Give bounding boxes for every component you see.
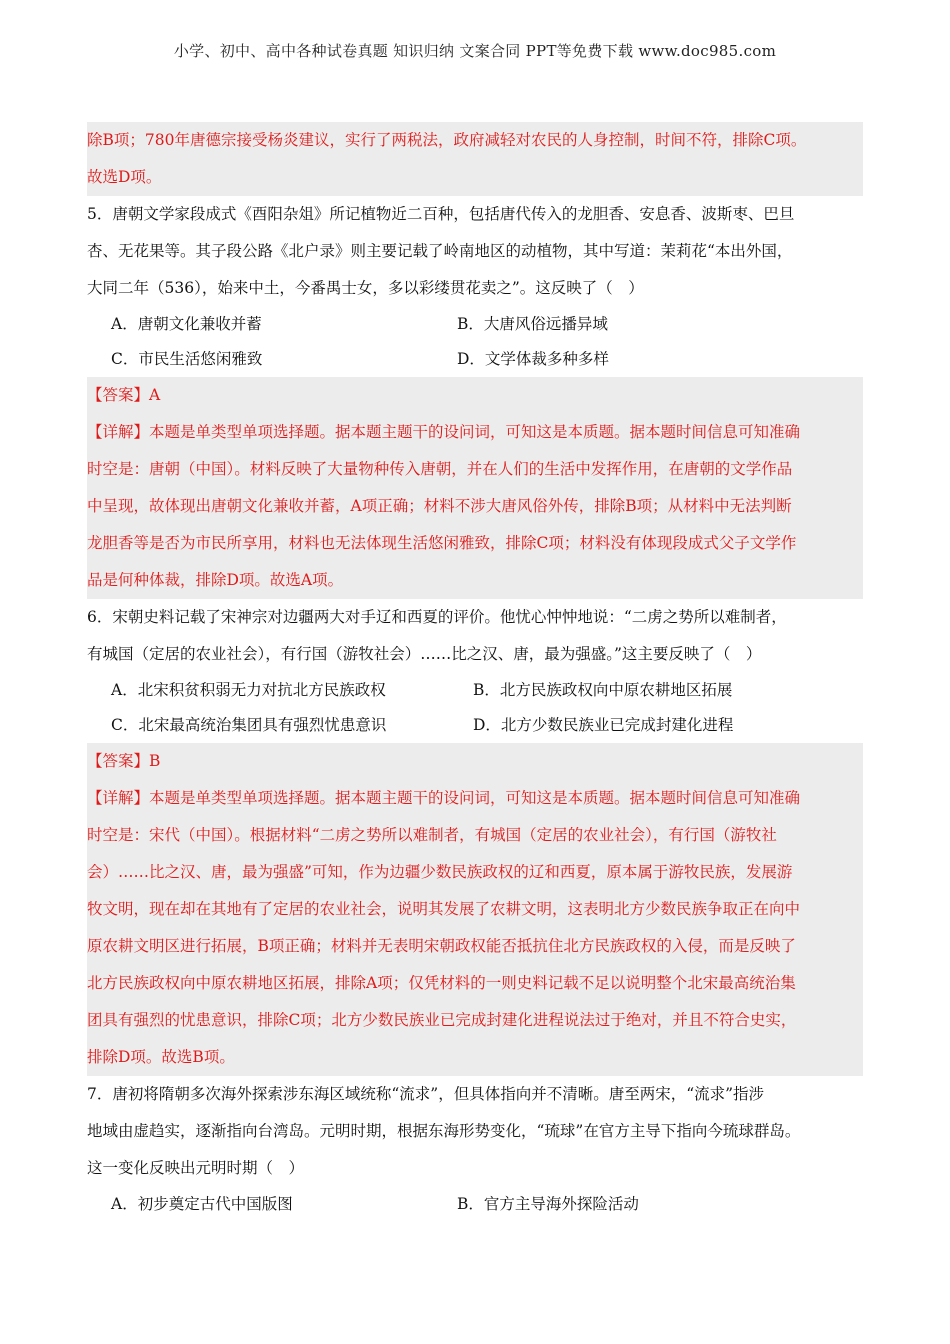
option-d: D．文学体裁多种多样 bbox=[457, 350, 609, 368]
options-row bbox=[87, 307, 863, 342]
question-stem-line: 5．唐朝文学家段成式《酉阳杂俎》所记植物近二百种，包括唐代传入的龙胆香、安息香、波斯枣、巴旦 bbox=[87, 205, 795, 223]
option-a: A．北宋积贫积弱无力对抗北方民族政权 bbox=[111, 681, 386, 699]
document-body bbox=[87, 122, 863, 1222]
prev-explanation-line: 除B项；780年唐德宗接受杨炎建议，实行了两税法，政府减轻对农民的人身控制，时间不符，排除C项。 bbox=[87, 131, 807, 149]
explanation-line: 时空是：宋代（中国）。根据材料“二虏之势所以难制者，有城国（定居的农业社会），有行国（游牧社 bbox=[87, 826, 777, 844]
question-stem-line: 7．唐初将隋朝多次海外探索涉东海区域统称“流求”，但具体指向并不清晰。唐至两宋，“流求”指涉 bbox=[87, 1085, 765, 1103]
answer-block bbox=[87, 743, 863, 1076]
option-b: B．北方民族政权向中原农耕地区拓展 bbox=[473, 681, 733, 699]
options-row bbox=[87, 1187, 863, 1222]
prev-explanation-block bbox=[87, 122, 863, 196]
explanation-line: 牧文明，现在却在其地有了定居的农业社会，说明其发展了农耕文明，这表明北方少数民族争取正在向中 bbox=[87, 900, 801, 918]
question-stem-line: 这一变化反映出元明时期（ ） bbox=[87, 1159, 305, 1177]
explanation-line: 中呈现，故体现出唐朝文化兼收并蓄，A项正确；材料不涉大唐风俗外传，排除B项；从材料中无法判断 bbox=[87, 497, 792, 515]
option-a: A．唐朝文化兼收并蓄 bbox=[111, 315, 262, 333]
options-row bbox=[87, 708, 863, 743]
explanation-line: 时空是：唐朝（中国）。材料反映了大量物种传入唐朝，并在人们的生活中发挥作用，在唐朝的文学作品 bbox=[87, 460, 793, 478]
option-c: C．市民生活悠闲雅致 bbox=[111, 350, 263, 368]
option-c: C．北宋最高统治集团具有强烈忧患意识 bbox=[111, 716, 387, 734]
explanation-line: 会）……比之汉、唐，最为强盛”可知，作为边疆少数民族政权的辽和西夏，原本属于游牧民族，发展游 bbox=[87, 863, 793, 881]
options-row bbox=[87, 673, 863, 708]
explanation-line: 北方民族政权向中原农耕地区拓展，排除A项；仅凭材料的一则史料记载不足以说明整个北宋最高统治集 bbox=[87, 974, 796, 992]
answer-label: 【答案】A bbox=[87, 386, 161, 404]
option-d: D．北方少数民族业已完成封建化进程 bbox=[473, 716, 734, 734]
answer-block bbox=[87, 377, 863, 599]
explanation-line: 龙胆香等是否为市民所享用，材料也无法体现生活悠闲雅致，排除C项；材料没有体现段成式父子文学作 bbox=[87, 534, 797, 552]
question-6 bbox=[87, 599, 863, 1076]
options-row bbox=[87, 342, 863, 377]
explanation-line: 品是何种体裁，排除D项。故选A项。 bbox=[87, 571, 344, 589]
question-stem-line: 6．宋朝史料记载了宋神宗对边疆两大对手辽和西夏的评价。他忧心忡忡地说：“二虏之势所以难制者， bbox=[87, 608, 787, 626]
page-header: 小学、初中、高中各种试卷真题 知识归纳 文案合同 PPT等免费下载 www.doc985.com bbox=[173, 42, 777, 60]
option-a: A．初步奠定古代中国版图 bbox=[111, 1195, 293, 1213]
option-b: B．官方主导海外探险活动 bbox=[457, 1195, 639, 1213]
explanation-line: 【详解】本题是单类型单项选择题。据本题主题干的设问词，可知这是本质题。据本题时间信息可知准确 bbox=[87, 423, 801, 441]
question-7 bbox=[87, 1076, 863, 1222]
question-stem-line: 大同二年（536），始来中土，今番禺士女，多以彩缕贯花卖之”。这反映了（ ） bbox=[87, 279, 644, 297]
question-5 bbox=[87, 196, 863, 599]
prev-explanation-line: 故选D项。 bbox=[87, 168, 162, 186]
explanation-line: 【详解】本题是单类型单项选择题。据本题主题干的设问词，可知这是本质题。据本题时间信息可知准确 bbox=[87, 789, 801, 807]
option-b: B．大唐风俗远播异域 bbox=[457, 315, 608, 333]
explanation-line: 团具有强烈的忧患意识，排除C项；北方少数民族业已完成封建化进程说法过于绝对，并且不符合史实， bbox=[87, 1011, 797, 1029]
question-stem-line: 杏、无花果等。其子段公路《北户录》则主要记载了岭南地区的动植物，其中写道：茉莉花“本出外国， bbox=[87, 242, 793, 260]
explanation-line: 排除D项。故选B项。 bbox=[87, 1048, 235, 1066]
answer-label: 【答案】B bbox=[87, 752, 161, 770]
question-stem-line: 有城国（定居的农业社会），有行国（游牧社会）……比之汉、唐，最为强盛。”这主要反映了（ ） bbox=[87, 645, 762, 663]
question-stem-line: 地域由虚趋实，逐渐指向台湾岛。元明时期，根据东海形势变化，“琉球”在官方主导下指向今琉球群岛。 bbox=[87, 1122, 801, 1140]
explanation-line: 原农耕文明区进行拓展，B项正确；材料并无表明宋朝政权能否抵抗住北方民族政权的入侵，而是反映了 bbox=[87, 937, 796, 955]
